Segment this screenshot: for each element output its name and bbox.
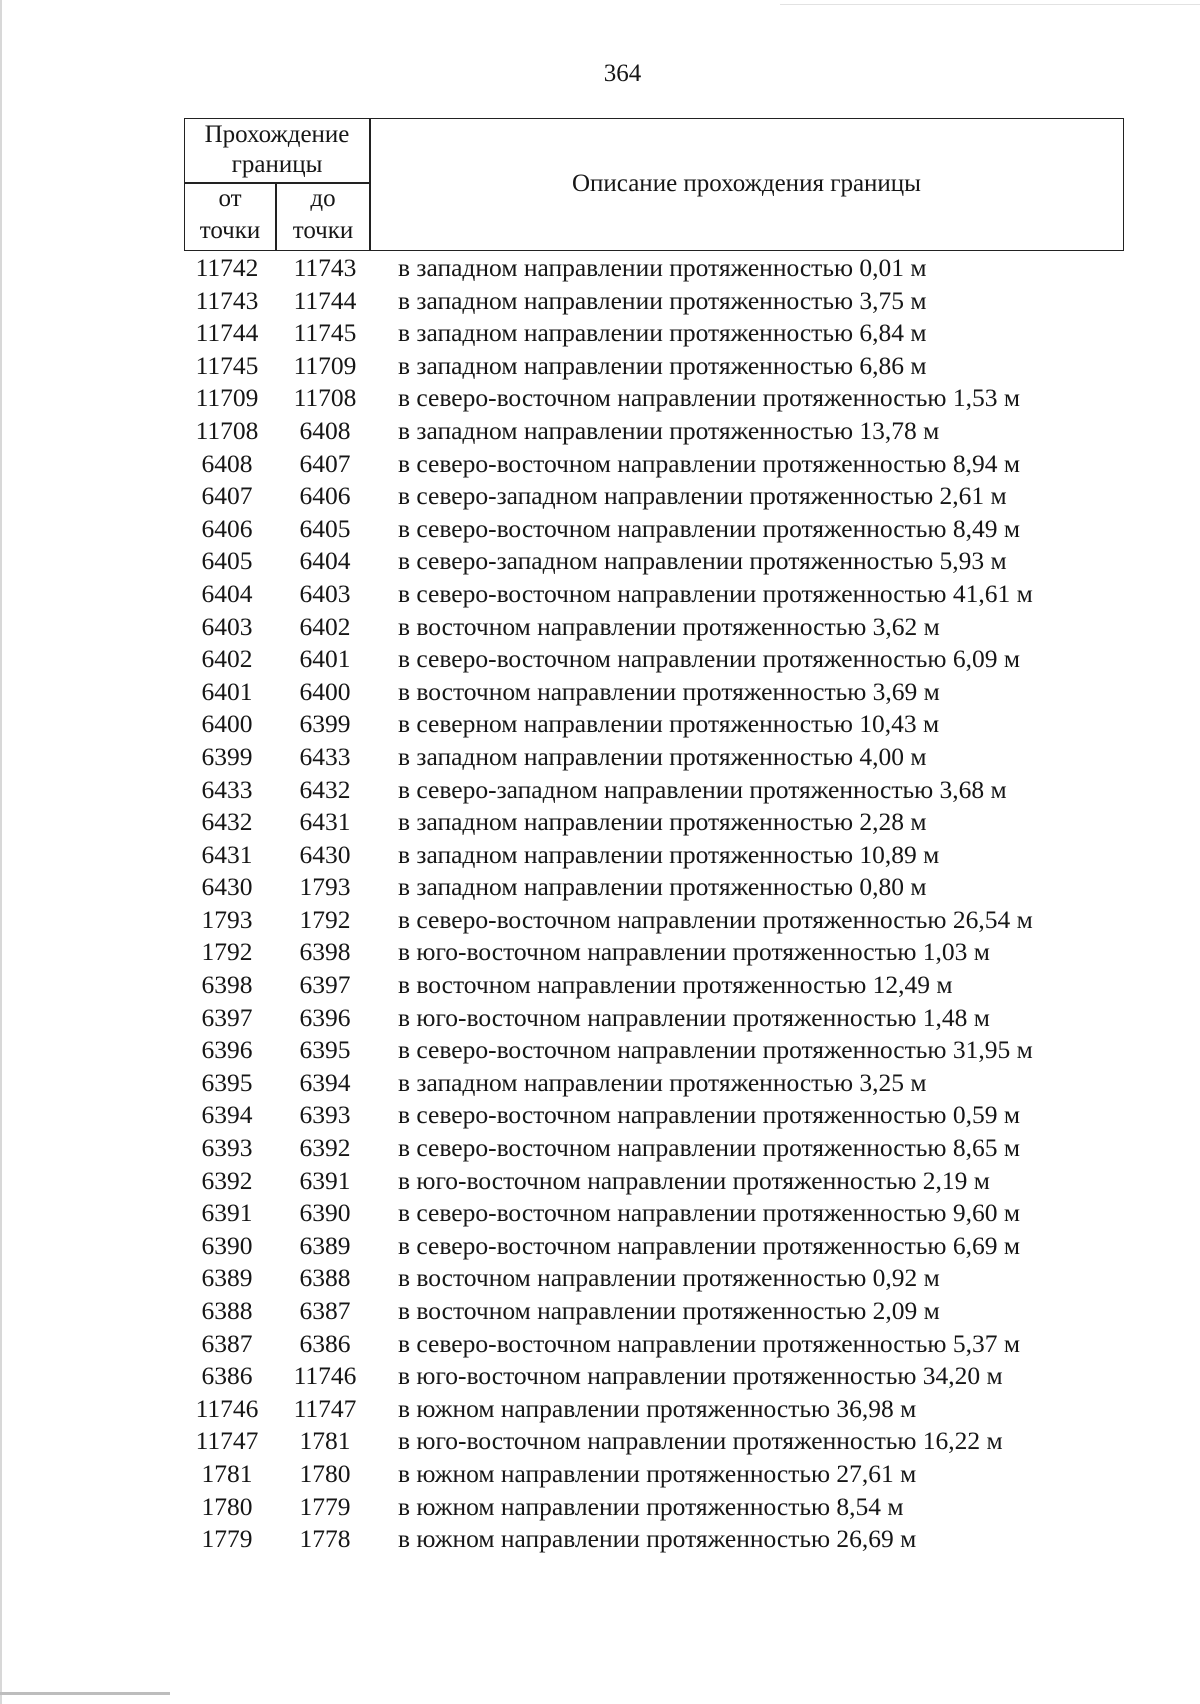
to-point: 1778: [299, 1524, 351, 1554]
boundary-description: в западном направлении протяженностью 2,28 м: [398, 807, 927, 837]
table-row: [184, 1360, 1124, 1393]
from-point: 6392: [201, 1165, 253, 1195]
boundary-description: в северо-восточном направлении протяженностью 41,61 м: [398, 578, 1033, 608]
table-row: [184, 1262, 1124, 1295]
boundary-description: в западном направлении протяженностью 4,00 м: [398, 741, 927, 771]
table-row: [184, 839, 1124, 872]
to-point: 1780: [299, 1458, 351, 1488]
boundary-description: в северо-восточном направлении протяженностью 6,09 м: [398, 644, 1020, 674]
to-point: 6400: [299, 676, 351, 706]
boundary-description: в западном направлении протяженностью 6,86 м: [398, 350, 927, 380]
table-row: [184, 1425, 1124, 1458]
to-point: 6430: [299, 839, 351, 869]
boundary-description: в западном направлении протяженностью 13,78 м: [398, 415, 940, 445]
to-point: 11744: [293, 285, 357, 315]
from-point: 11742: [195, 253, 259, 282]
from-point: 11708: [195, 415, 259, 445]
header-group-title-line2: границы: [231, 151, 323, 178]
table-row: [184, 1328, 1124, 1361]
table-row: [184, 1197, 1124, 1230]
to-point: 6431: [299, 807, 351, 837]
table-row: [184, 676, 1124, 709]
boundary-description: в северо-восточном направлении протяженностью 1,53 м: [398, 383, 1020, 413]
from-point: 6408: [201, 448, 253, 478]
boundary-description: в юго-восточном направлении протяженностью 34,20 м: [398, 1361, 1003, 1391]
boundary-description: в северо-восточном направлении протяженностью 8,65 м: [398, 1133, 1020, 1163]
table-row: [184, 350, 1124, 383]
to-point: 6389: [299, 1230, 351, 1260]
table-row: [184, 317, 1124, 350]
to-point: 1781: [299, 1426, 351, 1456]
to-point: 6387: [299, 1296, 351, 1325]
table-row: [184, 513, 1124, 546]
to-point: 6407: [299, 448, 351, 478]
from-point: 6390: [201, 1230, 253, 1260]
table-row: [184, 708, 1124, 741]
table-row: [184, 1523, 1124, 1556]
to-point: 1792: [299, 904, 351, 934]
to-point: 6393: [299, 1100, 351, 1130]
from-point: 6406: [201, 513, 253, 543]
from-point: 1779: [201, 1524, 253, 1554]
boundary-description: в южном направлении протяженностью 36,98 м: [398, 1393, 917, 1423]
table-row: [184, 774, 1124, 807]
from-point: 6405: [201, 546, 253, 576]
from-point: 1793: [201, 904, 253, 934]
boundary-description: в северо-восточном направлении протяженностью 5,37 м: [398, 1328, 1020, 1358]
to-point: 6397: [299, 970, 351, 1000]
from-point: 11747: [195, 1426, 259, 1456]
from-point: 6399: [201, 741, 253, 771]
table-row: [184, 1458, 1124, 1491]
from-point: 1780: [201, 1491, 253, 1521]
from-point: 6387: [201, 1328, 253, 1358]
scan-edge-top: [780, 4, 1200, 5]
table-row: [184, 1132, 1124, 1165]
from-point: 6431: [201, 839, 253, 869]
table-row: [184, 1165, 1124, 1198]
to-point: 6386: [299, 1328, 351, 1358]
to-point: 1793: [299, 872, 351, 902]
scan-edge-bottom: [0, 1692, 170, 1695]
table-row: [184, 1393, 1124, 1426]
boundary-description: в северном направлении протяженностью 10,43 м: [398, 709, 940, 739]
boundary-description: в западном направлении протяженностью 6,84 м: [398, 318, 927, 348]
boundary-description: в восточном направлении протяженностью 3,62 м: [398, 611, 940, 641]
to-point: 6432: [299, 774, 351, 804]
to-point: 11746: [293, 1361, 357, 1391]
boundary-description: в юго-восточном направлении протяженностью 2,19 м: [398, 1165, 990, 1195]
to-point: 6406: [299, 481, 351, 511]
from-point: 6398: [201, 970, 253, 1000]
from-point: 6388: [201, 1296, 253, 1325]
boundary-description: в восточном направлении протяженностью 12,49 м: [398, 970, 953, 1000]
boundary-description: в южном направлении протяженностью 27,61 м: [398, 1458, 917, 1488]
table-row: [184, 1295, 1124, 1328]
to-point: 6404: [299, 546, 351, 576]
boundary-description: в северо-восточном направлении протяженностью 6,69 м: [398, 1230, 1020, 1260]
from-point: 11745: [195, 350, 259, 380]
boundary-description: в западном направлении протяженностью 10,89 м: [398, 839, 940, 869]
header-description-title: Описание прохождения границы: [572, 170, 921, 197]
header-from-line1: от: [218, 185, 242, 212]
to-point: 6402: [299, 611, 351, 641]
boundary-description: в северо-восточном направлении протяженностью 31,95 м: [398, 1035, 1033, 1065]
from-point: 6393: [201, 1133, 253, 1163]
to-point: 11745: [293, 318, 357, 348]
from-point: 6395: [201, 1067, 253, 1097]
from-point: 6403: [201, 611, 253, 641]
boundary-description: в юго-восточном направлении протяженностью 16,22 м: [398, 1426, 1003, 1456]
from-point: 6404: [201, 578, 253, 608]
boundary-description: в южном направлении протяженностью 26,69 м: [398, 1524, 917, 1554]
page-number: 364: [603, 60, 642, 87]
from-point: 6397: [201, 1002, 253, 1032]
scan-edge-left: [0, 0, 2, 1704]
to-point: 6392: [299, 1133, 351, 1163]
to-point: 6408: [299, 415, 351, 445]
boundary-description: в северо-восточном направлении протяженностью 0,59 м: [398, 1100, 1020, 1130]
boundary-description: в западном направлении протяженностью 3,25 м: [398, 1067, 927, 1097]
to-point: 1779: [299, 1491, 351, 1521]
from-point: 6389: [201, 1263, 253, 1293]
from-point: 6400: [201, 709, 253, 739]
table-row: [184, 382, 1124, 415]
from-point: 11746: [195, 1393, 259, 1423]
boundary-description: в юго-восточном направлении протяженностью 1,03 м: [398, 937, 990, 967]
to-point: 11708: [293, 383, 357, 413]
boundary-description: в северо-восточном направлении протяженностью 8,49 м: [398, 513, 1020, 543]
table-row: [184, 936, 1124, 969]
boundary-description: в западном направлении протяженностью 3,75 м: [398, 285, 927, 315]
table-row: [184, 741, 1124, 774]
to-point: 6399: [299, 709, 351, 739]
table-row: [184, 969, 1124, 1002]
boundary-description: в юго-восточном направлении протяженностью 1,48 м: [398, 1002, 990, 1032]
table-row: [184, 1034, 1124, 1067]
header-to-line1: до: [310, 185, 336, 212]
from-point: 1781: [201, 1458, 253, 1488]
boundary-description: в северо-западном направлении протяженностью 3,68 м: [398, 774, 1007, 804]
table-row: [184, 1067, 1124, 1100]
to-point: 6394: [299, 1067, 351, 1097]
table-row: [184, 871, 1124, 904]
table-row: [184, 643, 1124, 676]
from-point: 11743: [195, 285, 259, 315]
table-row: [184, 806, 1124, 839]
boundary-description: в северо-восточном направлении протяженностью 26,54 м: [398, 904, 1033, 934]
table-row: [184, 904, 1124, 937]
table-row: [184, 285, 1124, 318]
from-point: 6394: [201, 1100, 253, 1130]
boundary-description: в северо-западном направлении протяженностью 5,93 м: [398, 546, 1007, 576]
table-row: [184, 480, 1124, 513]
to-point: 6433: [299, 741, 351, 771]
from-point: 6433: [201, 774, 253, 804]
header-group-title-line1: Прохождение: [204, 121, 350, 148]
table-row: [184, 611, 1124, 644]
boundary-description: в западном направлении протяженностью 0,01 м: [398, 253, 927, 282]
from-point: 6396: [201, 1035, 253, 1065]
table-row: [184, 578, 1124, 611]
boundary-description: в западном направлении протяженностью 0,80 м: [398, 872, 927, 902]
to-point: 6391: [299, 1165, 351, 1195]
table-row: [184, 1002, 1124, 1035]
to-point: 6390: [299, 1198, 351, 1228]
from-point: 11709: [195, 383, 259, 413]
from-point: 6430: [201, 872, 253, 902]
boundary-description: в северо-восточном направлении протяженностью 8,94 м: [398, 448, 1020, 478]
to-point: 6388: [299, 1263, 351, 1293]
to-point: 6401: [299, 644, 351, 674]
table-row: [184, 1230, 1124, 1263]
table-row: [184, 1491, 1124, 1524]
to-point: 11743: [293, 253, 357, 282]
boundary-description: в южном направлении протяженностью 8,54 м: [398, 1491, 904, 1521]
boundary-description: в северо-западном направлении протяженностью 2,61 м: [398, 481, 1007, 511]
from-point: 6407: [201, 481, 253, 511]
to-point: 6403: [299, 578, 351, 608]
table-header: [184, 118, 1124, 251]
boundary-description: в восточном направлении протяженностью 3,69 м: [398, 676, 940, 706]
table-row: [184, 252, 1124, 285]
boundary-description: в северо-восточном направлении протяженностью 9,60 м: [398, 1198, 1020, 1228]
to-point: 11747: [293, 1393, 357, 1423]
header-to-line2: точки: [292, 217, 354, 244]
header-from-line2: точки: [199, 217, 261, 244]
to-point: 6396: [299, 1002, 351, 1032]
from-point: 6386: [201, 1361, 253, 1391]
table-row: [184, 545, 1124, 578]
from-point: 6391: [201, 1198, 253, 1228]
from-point: 6402: [201, 644, 253, 674]
from-point: 6401: [201, 676, 253, 706]
to-point: 6405: [299, 513, 351, 543]
table-row: [184, 415, 1124, 448]
to-point: 6398: [299, 937, 351, 967]
table-row: [184, 448, 1124, 481]
from-point: 11744: [195, 318, 259, 348]
table-row: [184, 1099, 1124, 1132]
boundary-description: в восточном направлении протяженностью 0,92 м: [398, 1263, 940, 1293]
boundary-table-body: [184, 252, 1124, 1556]
from-point: 6432: [201, 807, 253, 837]
to-point: 11709: [293, 350, 357, 380]
to-point: 6395: [299, 1035, 351, 1065]
from-point: 1792: [201, 937, 253, 967]
boundary-description: в восточном направлении протяженностью 2,09 м: [398, 1296, 940, 1325]
